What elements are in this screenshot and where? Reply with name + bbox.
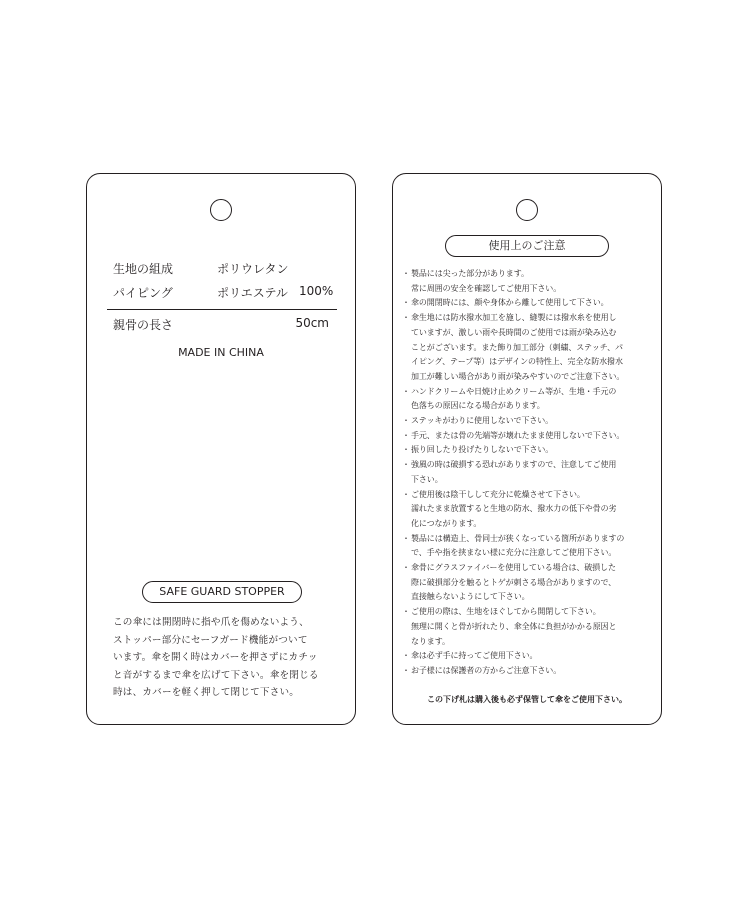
usage-caution-title: 使用上のご注意 xyxy=(445,235,609,257)
caution-item xyxy=(402,311,658,385)
bullet-mark: ・ xyxy=(402,651,410,661)
fabric-spec-table xyxy=(107,258,337,336)
caution-item xyxy=(402,532,658,561)
bullet-mark: ・ xyxy=(402,430,410,440)
bullet-mark: ・ xyxy=(402,269,410,278)
spec-label: 生地の組成 xyxy=(113,262,174,276)
caution-line: 強風の時は破損する恐れがありますので、注意してご使用 xyxy=(411,460,617,470)
caution-item xyxy=(402,267,658,296)
spec-value: ポリエステル xyxy=(217,286,288,300)
caution-item xyxy=(402,296,658,311)
safe-guard-description xyxy=(113,614,339,702)
description-line: 時は、カバーを軽く押して閉じて下さい。 xyxy=(113,687,300,698)
caution-line: 常に周囲の安全を確認してご使用下さい。 xyxy=(411,283,562,293)
caution-line: 傘の開閉時には、顔や身体から離して使用して下さい。 xyxy=(411,298,609,308)
bullet-mark: ・ xyxy=(402,665,410,675)
bullet-mark: ・ xyxy=(402,386,410,396)
country-of-origin: MADE IN CHINA xyxy=(178,346,264,359)
spec-label: パイピング xyxy=(113,286,173,300)
caution-item xyxy=(402,664,658,679)
spec-row-piping xyxy=(107,282,337,306)
bullet-mark: ・ xyxy=(402,460,410,470)
caution-line: ことがございます。また飾り加工部分（刺繍、ステッチ、パ xyxy=(411,342,623,352)
bullet-mark: ・ xyxy=(402,298,410,308)
caution-line: 傘骨にグラスファイバーを使用している場合は、破損した xyxy=(411,563,616,573)
caution-item xyxy=(402,414,658,429)
caution-line: お子様には保護者の方からご注意下さい。 xyxy=(411,665,562,675)
caution-line: 傘は必ず手に持ってご使用下さい。 xyxy=(411,651,538,661)
safe-guard-title: SAFE GUARD STOPPER xyxy=(142,581,302,603)
description-line: と音がするまで傘を広げて下さい。傘を閉じる xyxy=(113,669,319,681)
caution-line: 加工が難しい場合があり雨が染みやすいのでご注意下さい。 xyxy=(411,371,625,381)
bullet-mark: ・ xyxy=(402,445,410,455)
caution-line: ステッキがわりに使用しないで下さい。 xyxy=(411,416,554,426)
caution-line: なります。 xyxy=(411,636,450,646)
caution-list xyxy=(402,267,658,679)
caution-line: ハンドクリームや日焼け止めクリーム等が、生地・手元の xyxy=(411,386,617,396)
bullet-mark: ・ xyxy=(402,533,410,543)
caution-item xyxy=(402,561,658,605)
right-hang-tag xyxy=(392,173,662,725)
bullet-mark: ・ xyxy=(402,489,410,499)
keep-tag-notice: この下げ札は購入後も必ず保管して傘をご使用下さい。 xyxy=(427,695,627,704)
string-hole xyxy=(210,199,232,221)
caution-item xyxy=(402,385,658,414)
caution-line: ご使用の際は、生地をほぐしてから開閉して下さい。 xyxy=(411,607,601,617)
caution-item xyxy=(402,429,658,444)
caution-line: 無理に開くと骨が折れたり、傘全体に負担がかかる原因と xyxy=(411,621,617,631)
caution-line: イピング、テープ等）はデザインの特性上、完全な防水撥水 xyxy=(411,357,623,367)
description-line: ストッパー部分にセーフガード機能がついて xyxy=(113,634,308,646)
bullet-mark: ・ xyxy=(402,607,410,617)
caution-line: 際に破損部分を触るとトゲが刺さる場合がありますので、 xyxy=(411,577,617,587)
caution-line: 直接触らないようにして下さい。 xyxy=(411,592,530,602)
caution-line: 濡れたまま放置すると生地の防水、撥水力の低下や骨の劣 xyxy=(411,504,617,514)
caution-item xyxy=(402,649,658,664)
caution-line: で、手や指を挟まない様に充分に注意してご使用下さい。 xyxy=(411,548,617,558)
spec-row-rib-length xyxy=(107,309,337,336)
spec-row-fabric xyxy=(107,258,337,282)
spec-value: 50cm xyxy=(295,316,329,330)
caution-line: 製品には尖った部分があります。 xyxy=(411,269,529,278)
caution-item xyxy=(402,443,658,458)
bullet-mark: ・ xyxy=(402,313,410,323)
caution-line: 手元、または骨の先端等が壊れたまま使用しないで下さい。 xyxy=(411,430,625,440)
caution-line: ご使用後は陰干しして充分に乾燥させて下さい。 xyxy=(411,489,585,499)
description-line: この傘には開閉時に指や爪を傷めないよう、 xyxy=(113,617,309,628)
spec-value: ポリウレタン xyxy=(217,262,289,276)
string-hole xyxy=(516,199,538,221)
caution-item xyxy=(402,458,658,487)
spec-percent: 100% xyxy=(299,284,334,298)
caution-line: ていますが、激しい雨や長時間のご使用では雨が染み込む xyxy=(411,327,617,337)
caution-item xyxy=(402,488,658,532)
caution-line: 製品には構造上、骨同士が狭くなっている箇所がありますの xyxy=(411,533,625,543)
caution-line: 色落ちの原因になる場合があります。 xyxy=(411,401,545,411)
bullet-mark: ・ xyxy=(402,563,410,573)
description-line: います。傘を開く時はカバーを押さずにカチッ xyxy=(113,652,318,663)
bullet-mark: ・ xyxy=(402,416,410,426)
left-hang-tag xyxy=(86,173,356,725)
caution-line: 振り回したり投げたりしないで下さい。 xyxy=(411,445,554,455)
spec-label: 親骨の長さ xyxy=(113,318,174,332)
caution-line: 傘生地には防水撥水加工を施し、縫製には撥水糸を使用し xyxy=(411,313,617,323)
caution-line: 下さい。 xyxy=(411,474,443,484)
caution-item xyxy=(402,605,658,649)
caution-line: 化につながります。 xyxy=(411,518,482,528)
